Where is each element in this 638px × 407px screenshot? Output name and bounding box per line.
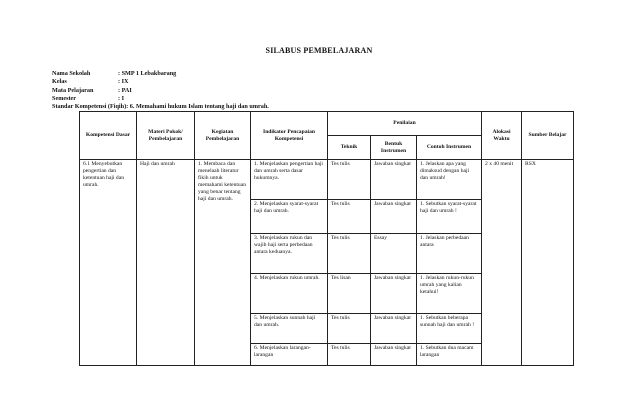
meta-value: : IX: [118, 78, 129, 86]
header-kompetensi-dasar: Kompetensi Dasar: [80, 112, 137, 160]
cell-bentuk: Jawaban singkat: [371, 274, 417, 314]
cell-contoh: 1. Jelaskan perbedaan antara: [417, 234, 482, 274]
cell-teknik: Tes tulis: [328, 234, 371, 274]
header-alokasi: Alokasi Waktu: [482, 112, 522, 160]
cell-contoh: 1. Jelaskan apa yang dimaksud dengan haji dan umrah!: [417, 160, 482, 200]
cell-sumber: RSX: [522, 160, 574, 366]
header-kegiatan: Kegiatan Pembelajaran: [195, 112, 251, 160]
cell-indikator: 4. Menjelaskan rukun umrah.: [251, 274, 328, 314]
cell-bentuk: Jawaban singkat: [371, 160, 417, 200]
cell-teknik: Tes tulis: [328, 314, 371, 344]
meta-block: [52, 70, 176, 103]
header-sumber: Sumber Belajar: [522, 112, 574, 160]
meta-row: [52, 95, 176, 103]
cell-indikator: 2. Menjelaskan syarat-syarat haji dan umrah.: [251, 200, 328, 234]
cell-teknik: Tes lisan: [328, 274, 371, 314]
meta-label: Mata Pelajaran: [52, 86, 94, 94]
cell-indikator: 1. Menjelaskan pengertian haji dan umrah serta dasar hukumnya.: [251, 160, 328, 200]
cell-bentuk: Jawaban singkat: [371, 200, 417, 234]
header-indikator: Indikator Pencapaian Kompetensi: [251, 112, 328, 160]
meta-row: [52, 70, 176, 78]
cell-bentuk: Jawaban singkat: [371, 314, 417, 344]
header-penilaian: Penilaian: [328, 112, 482, 136]
page-title: SILABUS PEMBELAJARAN: [265, 46, 373, 55]
cell-bentuk: Jawaban singkat: [371, 344, 417, 366]
cell-contoh: 1. Sebutkan beberapa sunnah haji dan umrah !: [417, 314, 482, 344]
table-row: [80, 160, 574, 200]
cell-contoh: 1. Sebutkan dua macam larangan: [417, 344, 482, 366]
meta-label: Kelas: [52, 78, 67, 86]
meta-value: : I: [118, 94, 125, 102]
cell-contoh: 1. Jelaskan rukun-rukun umrah yang kalian ketahui!: [417, 274, 482, 314]
meta-label: Nama Sekolah: [52, 70, 91, 77]
meta-row: [52, 78, 176, 86]
meta-value: : SMP 1 Lebakbarang: [118, 70, 177, 77]
cell-indikator: 6. Menjelaskan larangan-larangan: [251, 344, 328, 366]
standar-kompetensi: Standar Kompetensi (Fiqih): 6. Memahami hukum Islam tentang haji dan umrah.: [52, 103, 269, 110]
cell-alokasi: 2 x 40 menit: [482, 160, 522, 366]
cell-indikator: 3. Menjelaskan rukun dan wajib haji serta perbedaan antara keduanya.: [251, 234, 328, 274]
header-bentuk: Bentuk Instrumen: [371, 136, 417, 160]
meta-row: [52, 87, 176, 95]
cell-bentuk: Essay: [371, 234, 417, 274]
cell-kompetensi-dasar: 6.1 Menyebutkan pengertian dan ketentuan haji dan umrah.: [80, 160, 137, 366]
header-teknik: Teknik: [328, 136, 371, 160]
cell-materi: Haji dan umrah: [137, 160, 195, 366]
cell-teknik: Tes tulis: [328, 160, 371, 200]
cell-contoh: 1. Sebutkan syarat-syarat haji dan umrah !: [417, 200, 482, 234]
cell-teknik: Tes tulis: [328, 344, 371, 366]
header-contoh: Contoh Instrumen: [417, 136, 482, 160]
syllabus-table: [79, 111, 574, 366]
header-row: [80, 112, 574, 136]
cell-teknik: Tes tulis: [328, 200, 371, 234]
header-materi: Materi Pokok/ Pembelajaran: [137, 112, 195, 160]
cell-kegiatan: 1. Membaca dan menelaah literatur fikih untuk memahami ketentuan yang benar tentang haji dan umrah.: [195, 160, 251, 366]
cell-indikator: 5. Menjelaskan sunnah haji dan umrah.: [251, 314, 328, 344]
meta-value: : PAI: [118, 86, 132, 94]
meta-label: Semester: [52, 94, 77, 102]
